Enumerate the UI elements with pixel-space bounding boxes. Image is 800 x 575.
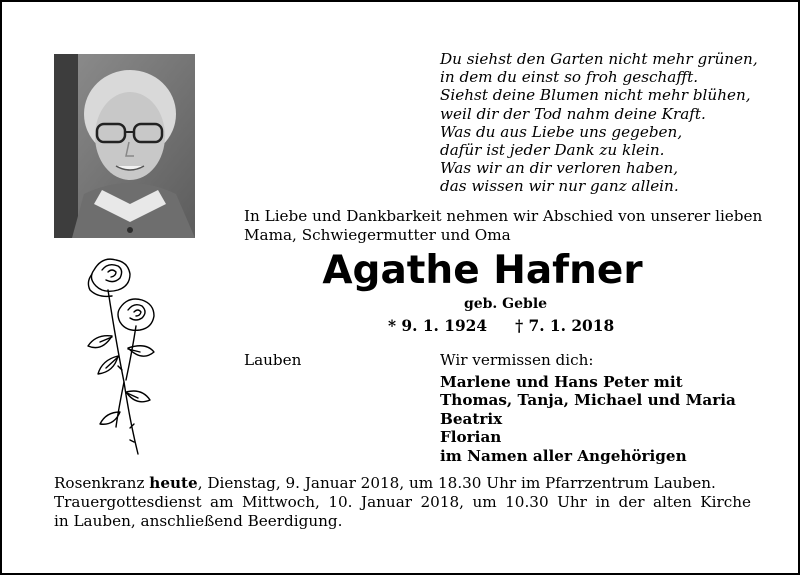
- rosary-info: [54, 474, 751, 493]
- intro-line: Mama, Schwiegermutter und Oma: [244, 226, 511, 244]
- poem-line: Du siehst den Garten nicht mehr grünen,: [440, 50, 758, 68]
- poem: [440, 50, 758, 196]
- mourners-heading: Wir vermissen dich:: [440, 351, 594, 369]
- funeral-info-line1: Trauergottesdienst am Mittwoch, 10. Januar 2018, um 10.30 Uhr in der alten Kirche: [54, 493, 751, 511]
- poem-line: dafür ist jeder Dank zu klein.: [440, 141, 665, 160]
- rosary-prefix: Rosenkranz: [54, 474, 150, 492]
- place: Lauben: [244, 351, 302, 369]
- rose-icon: [72, 252, 187, 462]
- life-dates: [388, 316, 614, 336]
- poem-line: Was wir an dir verloren haben,: [440, 159, 679, 178]
- portrait-photo: [54, 54, 195, 238]
- mourner-line: Marlene und Hans Peter mit: [440, 373, 683, 391]
- rosary-details: , Dienstag, 9. Januar 2018, um 18.30 Uhr im Pfarrzentrum Lauben.: [197, 474, 716, 492]
- death-date: † 7. 1. 2018: [515, 317, 615, 335]
- birth-name: geb. Geble: [463, 296, 548, 312]
- mourner-line: im Namen aller Angehörigen: [440, 446, 687, 465]
- funeral-info-line2: in Lauben, anschließend Beerdigung.: [54, 512, 343, 530]
- poem-line: in dem du einst so froh geschafft.: [440, 68, 699, 87]
- mourner-line: Beatrix: [440, 409, 503, 428]
- mourner-line: Thomas, Tanja, Michael und Maria: [440, 391, 736, 410]
- mourner-line: Florian: [440, 428, 502, 447]
- intro-line: In Liebe und Dankbarkeit nehmen wir Abschied von unserer lieben: [244, 207, 763, 225]
- poem-line: weil dir der Tod nahm deine Kraft.: [440, 104, 706, 123]
- farewell-intro: [244, 207, 762, 245]
- portrait-illustration: [54, 54, 195, 238]
- poem-line: Was du aus Liebe uns gegeben,: [440, 122, 683, 141]
- birth-date: * 9. 1. 1924: [388, 317, 488, 335]
- poem-line: Siehst deine Blumen nicht mehr blühen,: [440, 86, 751, 105]
- mourners-list: [440, 373, 736, 465]
- deceased-name: Agathe Hafner: [322, 248, 643, 293]
- rosary-today: heute: [149, 474, 198, 492]
- poem-line: das wissen wir nur ganz allein.: [440, 177, 679, 196]
- service-details: [54, 474, 751, 531]
